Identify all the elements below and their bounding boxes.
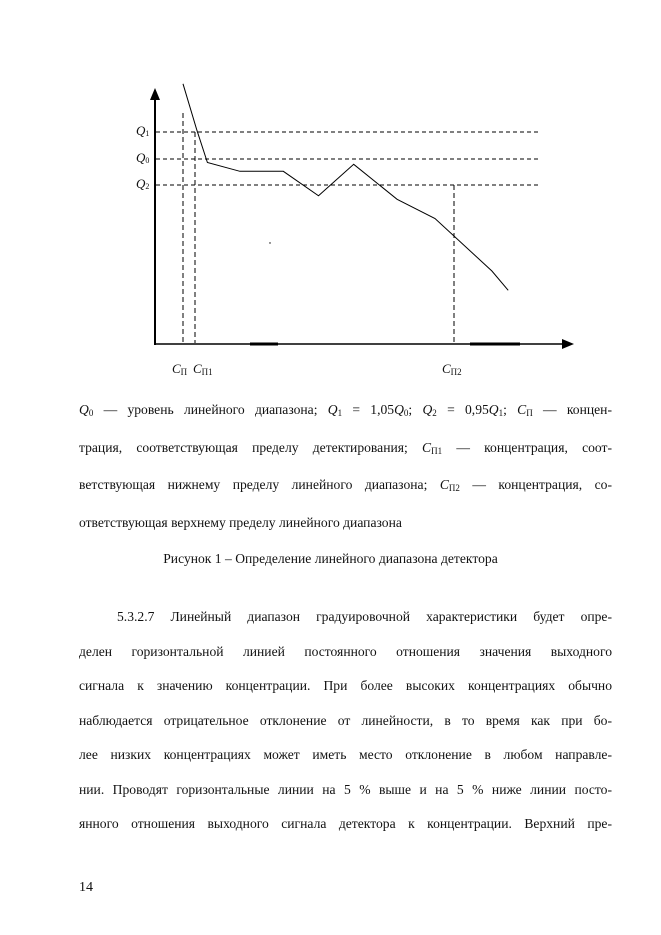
paragraph-line: янного отношения выходного сигнала детектора к концентрации. Верхний пре- bbox=[79, 816, 612, 831]
paragraph-line: наблюдается отрицательное отклонение от линейности, в то время как при бо- bbox=[79, 712, 612, 728]
signal-curve bbox=[183, 84, 508, 290]
legend-line: ветствующая нижнему пределу линейного диапазона; $C_{П2}$ — концентрация, со- bbox=[79, 477, 612, 493]
linear-range-chart bbox=[0, 0, 661, 390]
y-axis-arrow bbox=[150, 88, 160, 100]
legend-line: ответствующая верхнему пределу линейного диапазона bbox=[79, 514, 402, 530]
q0-label: $Q_0$ bbox=[136, 150, 150, 165]
cp1-label: $C_{П1}$ bbox=[193, 361, 213, 377]
cp-label: $C_П$ bbox=[172, 361, 188, 377]
legend-line: $Q_0$ — уровень линейного диапазона; $Q_1 = 1,05Q_0$; $Q_2 = 0,95Q_1$; $C_П$ — концен- bbox=[79, 402, 612, 418]
page-number: 14 bbox=[79, 880, 93, 895]
paragraph-line: 5.3.2.7 Линейный диапазон градуировочной характеристики будет опре- bbox=[117, 609, 612, 624]
paragraph-line: делен горизонтальной линией постоянного отношения значения выходного bbox=[79, 643, 612, 659]
body-paragraph bbox=[79, 600, 612, 842]
cp2-label: $C_{П2}$ bbox=[442, 361, 462, 377]
legend-line: трация, соответствующая пределу детектирования; $C_{П1}$ — концентрация, соот- bbox=[79, 439, 612, 456]
x-axis-arrow bbox=[562, 339, 574, 349]
q2-label: $Q_2$ bbox=[136, 176, 150, 191]
paragraph-line: лее низких концентрациях может иметь место отклонение в любом направле- bbox=[79, 747, 612, 762]
linear-range-figure bbox=[0, 0, 661, 390]
figure-caption: Рисунок 1 – Определение линейного диапазона детектора bbox=[163, 551, 498, 566]
q1-label: $Q_1$ bbox=[136, 123, 150, 138]
figure-legend bbox=[79, 393, 612, 540]
paragraph-line: сигнала к значению концентрации. При более высоких концентрациях обычно bbox=[79, 678, 612, 693]
paragraph-line: нии. Проводят горизонтальные линии на 5 % выше и на 5 % ниже линии посто- bbox=[79, 781, 612, 797]
stray-dot bbox=[269, 242, 270, 243]
